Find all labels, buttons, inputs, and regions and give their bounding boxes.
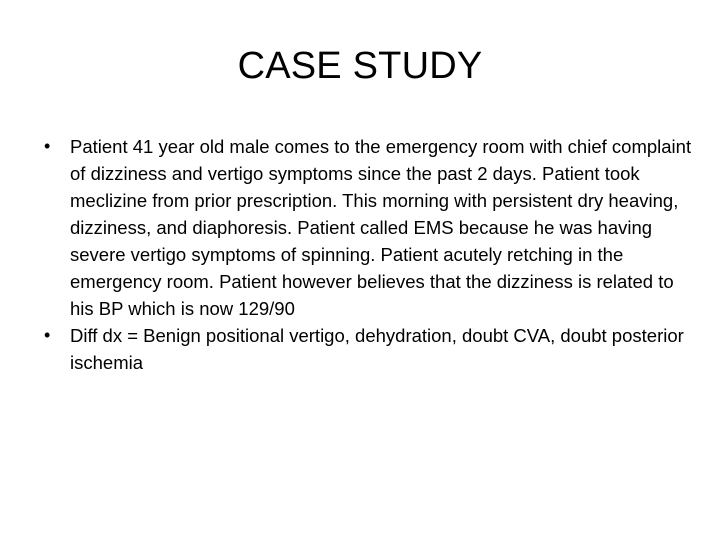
bullet-text: Patient 41 year old male comes to the emergency room with chief complaint of dizziness and vertigo symptoms since the past 2 days. Patient took meclizine from prior prescription. This morning with persistent dry heaving, dizziness, and diaphoresis. Patient called EMS because he was having severe vertigo symptoms of spinning. Patient acutely retching in the emergency room. Patient however believes that the dizziness is related to his BP which is now 129/90 <box>70 136 692 319</box>
bullet-item <box>44 133 694 322</box>
bullet-marker: • <box>44 136 51 156</box>
bullet-text: Diff dx = Benign positional vertigo, dehydration, doubt CVA, doubt posterior ischemia <box>70 325 684 373</box>
bullet-item <box>44 322 694 376</box>
bullet-list <box>44 133 694 376</box>
bullet-marker: • <box>44 325 51 345</box>
slide-title: CASE STUDY <box>237 45 483 87</box>
